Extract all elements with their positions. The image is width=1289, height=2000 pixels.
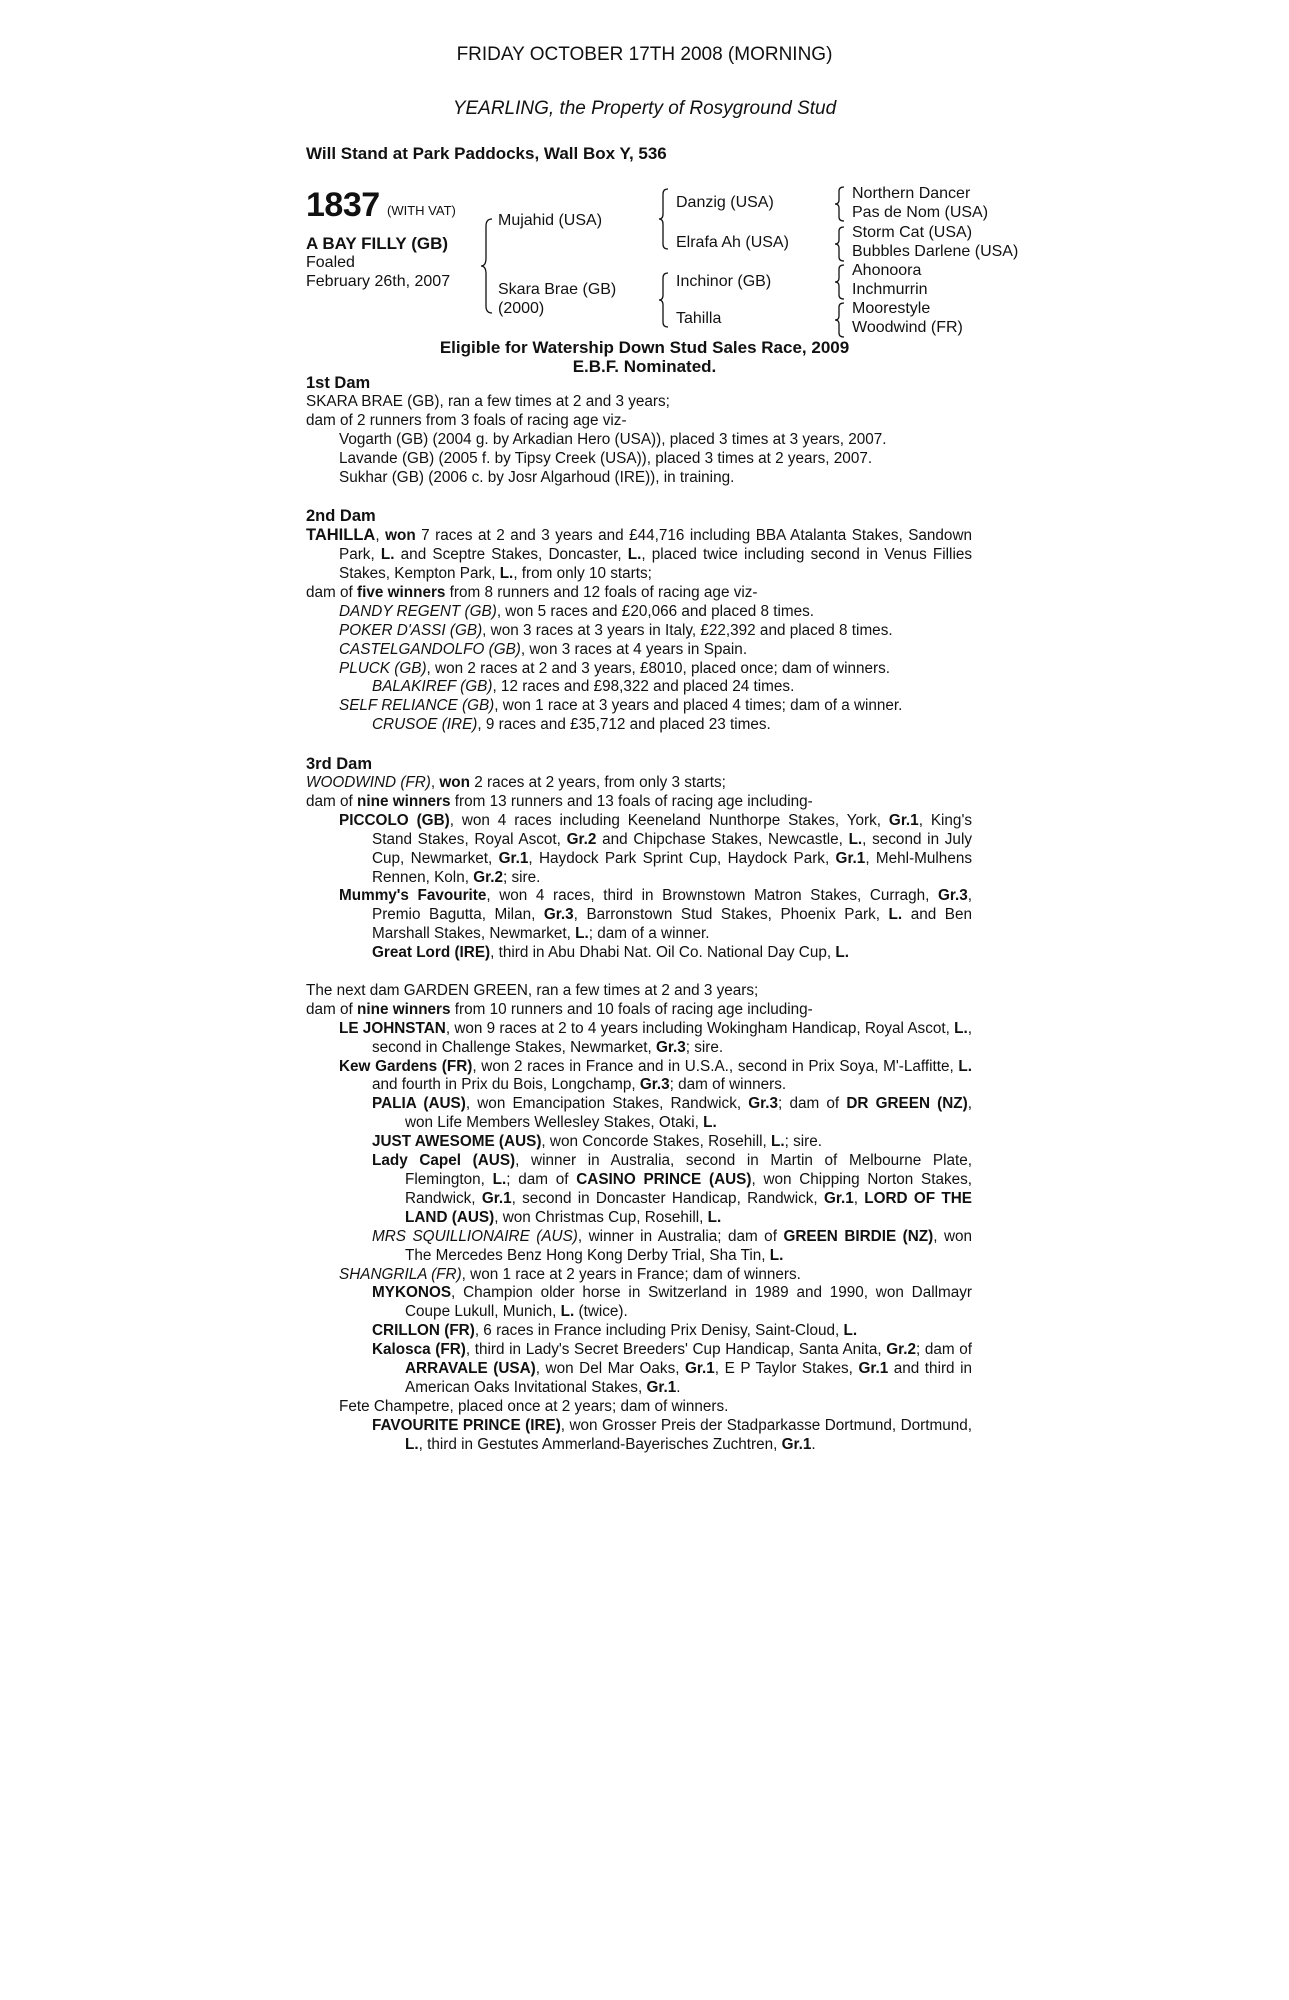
produce-line: MRS SQUILLIONAIRE (AUS), winner in Australia; dam of GREEN BIRDIE (NZ), won The Mercedes Benz Hong Kong Derby Trial, Sha Tin, L. — [372, 1227, 973, 1264]
produce-line: BALAKIREF (GB), 12 races and £98,322 and placed 24 times. — [372, 678, 795, 696]
g3-brace — [834, 264, 846, 300]
produce-line: JUST AWESOME (AUS), won Concorde Stakes, Rosehill, L.; sire. — [372, 1133, 823, 1151]
eligibility-line: Eligible for Watership Down Stud Sales Race, 2009 — [439, 338, 850, 357]
pedigree-g6: Inchmurrin — [852, 281, 928, 298]
produce-line: POKER D'ASSI (GB), won 3 races at 3 years in Italy, £22,392 and placed 8 times. — [339, 621, 893, 639]
lot-number: 1837 — [306, 186, 380, 224]
produce-line: Mummy's Favourite, won 4 races, third in Brownstown Matron Stakes, Curragh, Gr.3, Premio Bagutta, Milan, Gr.3, Barronstown Stud Stakes, Phoenix Park, L. and Ben Marshall Stakes, Newmarket, L.; dam of a winner. — [339, 887, 972, 943]
pedigree-dam: Skara Brae (GB) — [498, 281, 617, 298]
second-dam-heading: 2nd Dam — [306, 507, 376, 526]
produce-line: CASTELGANDOLFO (GB), won 3 races at 4 years in Spain. — [339, 640, 748, 658]
pedigree-g8: Woodwind (FR) — [852, 319, 963, 336]
produce-line: MYKONOS, Champion older horse in Switzerland in 1989 and 1990, won Dallmayr Coupe Lukull, Munich, L. (twice). — [372, 1284, 972, 1321]
produce-line: Vogarth (GB) (2004 g. by Arkadian Hero (USA)), placed 3 times at 3 years, 2007. — [339, 430, 887, 448]
pedigree-g4: Bubbles Darlene (USA) — [852, 243, 1019, 260]
pedigree-dam-dam: Tahilla — [676, 310, 722, 327]
pedigree-g2: Pas de Nom (USA) — [852, 204, 989, 221]
produce-line: Fete Champetre, placed once at 2 years; dam of winners. — [339, 1397, 729, 1415]
pedigree-sire: Mujahid (USA) — [498, 212, 603, 229]
dam-parents-brace — [658, 272, 670, 328]
produce-line: Lavande (GB) (2005 f. by Tipsy Creek (USA)), placed 3 times at 2 years, 2007. — [339, 449, 873, 467]
first-dam-heading: 1st Dam — [306, 374, 371, 392]
third-dam-summary: dam of nine winners from 13 runners and 13 foals of racing age including- — [306, 792, 813, 810]
produce-line: PICCOLO (GB), won 4 races including Keeneland Nunthorpe Stakes, York, Gr.1, King's Stand Stakes, Royal Ascot, Gr.2 and Chipchase Stakes, Newcastle, L., second in July Cup, Newmarket, Gr.1, Haydock Park Sprint Cup, Haydock Park, Gr.1, Mehl-Mulhens Rennen, Koln, Gr.2; sire. — [339, 811, 973, 886]
catalogue-body — [306, 374, 972, 1455]
pedigree-sire-sire: Danzig (USA) — [676, 194, 774, 211]
second-dam-summary: dam of five winners from 8 runners and 12 foals of racing age viz- — [306, 583, 758, 601]
pedigree-dam-sire: Inchinor (GB) — [676, 273, 772, 290]
produce-line: Great Lord (IRE), third in Abu Dhabi Nat. Oil Co. National Day Cup, L. — [372, 944, 849, 962]
first-dam-summary: dam of 2 runners from 3 foals of racing age viz- — [306, 411, 627, 429]
pedigree-sire-dam: Elrafa Ah (USA) — [676, 234, 789, 251]
third-dam-heading: 3rd Dam — [306, 755, 373, 774]
sale-date: FRIDAY OCTOBER 17TH 2008 (MORNING) — [456, 44, 833, 65]
ebf-nominated: E.B.F. Nominated. — [572, 357, 717, 376]
produce-line: CRUSOE (IRE), 9 races and £35,712 and placed 23 times. — [372, 716, 771, 734]
g4-brace — [834, 302, 846, 338]
produce-line: LE JOHNSTAN, won 9 races at 2 to 4 years including Wokingham Handicap, Royal Ascot, L., second in Challenge Stakes, Newmarket, Gr.3; sire. — [339, 1019, 972, 1056]
g1-brace — [834, 186, 846, 222]
produce-line: DANDY REGENT (GB), won 5 races and £20,066 and placed 8 times. — [339, 602, 815, 620]
produce-line: Kalosca (FR), third in Lady's Secret Breeders' Cup Handicap, Santa Anita, Gr.2; dam of ARRAVALE (USA), won Del Mar Oaks, Gr.1, E P Taylor Stakes, Gr.1 and third in American Oaks Invitational Stakes, Gr.1. — [372, 1341, 973, 1396]
sire-dam-brace — [480, 218, 494, 314]
foaled-label: Foaled — [306, 254, 355, 271]
produce-line: SHANGRILA (FR), won 1 race at 2 years in France; dam of winners. — [339, 1265, 801, 1283]
pedigree-g7: Moorestyle — [852, 300, 931, 317]
produce-line: CRILLON (FR), 6 races in France including Prix Denisy, Saint-Cloud, L. — [372, 1322, 858, 1340]
sale-subtitle: YEARLING, the Property of Rosyground Stud — [452, 98, 837, 119]
produce-line: PLUCK (GB), won 2 races at 2 and 3 years, £8010, placed once; dam of winners. — [339, 659, 890, 677]
produce-line: SELF RELIANCE (GB), won 1 race at 3 years and placed 4 times; dam of a winner. — [339, 697, 903, 715]
sire-parents-brace — [658, 188, 670, 250]
stand-location: Will Stand at Park Paddocks, Wall Box Y, 536 — [306, 144, 667, 163]
pedigree-g5: Ahonoora — [852, 262, 922, 279]
produce-line: Lady Capel (AUS), winner in Australia, second in Martin of Melbourne Plate, Flemington, L.; dam of CASINO PRINCE (AUS), won Chipping Norton Stakes, Randwick, Gr.1, second in Doncaster Handicap, Randwick, Gr.1, LORD OF THE LAND (AUS), won Christmas Cup, Rosehill, L. — [372, 1152, 973, 1226]
second-dam-record: TAHILLA, won 7 races at 2 and 3 years and £44,716 including BBA Atalanta Stakes, Sandown Park, L. and Sceptre Stakes, Doncaster, L., placed twice including second in Venus Fillies Stakes, Kempton Park, L., from only 10 starts; — [306, 526, 972, 583]
first-dam-line: SKARA BRAE (GB), ran a few times at 2 and 3 years; — [306, 392, 670, 410]
pedigree-g3: Storm Cat (USA) — [852, 224, 973, 241]
g2-brace — [834, 226, 846, 262]
next-dam-record: The next dam GARDEN GREEN, ran a few times at 2 and 3 years; — [306, 981, 759, 999]
lot-description: A BAY FILLY (GB) — [306, 234, 449, 253]
produce-line: FAVOURITE PRINCE (IRE), won Grosser Preis der Stadparkasse Dortmund, Dortmund, L., third in Gestutes Ammerland-Bayerisches Zuchtren, Gr.1. — [372, 1416, 972, 1453]
foaled-date: February 26th, 2007 — [306, 273, 451, 290]
next-dam-summary: dam of nine winners from 10 runners and 10 foals of racing age including- — [306, 1000, 813, 1018]
pedigree-g1: Northern Dancer — [852, 185, 971, 202]
third-dam-record: WOODWIND (FR), won 2 races at 2 years, from only 3 starts; — [306, 774, 726, 791]
vat-note: (WITH VAT) — [387, 203, 456, 218]
produce-line: PALIA (AUS), won Emancipation Stakes, Randwick, Gr.3; dam of DR GREEN (NZ), won Life Members Wellesley Stakes, Otaki, L. — [372, 1095, 972, 1132]
produce-line: Sukhar (GB) (2006 c. by Josr Algarhoud (IRE)), in training. — [339, 468, 735, 486]
produce-line: Kew Gardens (FR), won 2 races in France and in U.S.A., second in Prix Soya, M'-Laffitte, L. and fourth in Prix du Bois, Longchamp, Gr.3; dam of winners. — [339, 1057, 972, 1094]
pedigree-dam-year: (2000) — [498, 300, 545, 317]
